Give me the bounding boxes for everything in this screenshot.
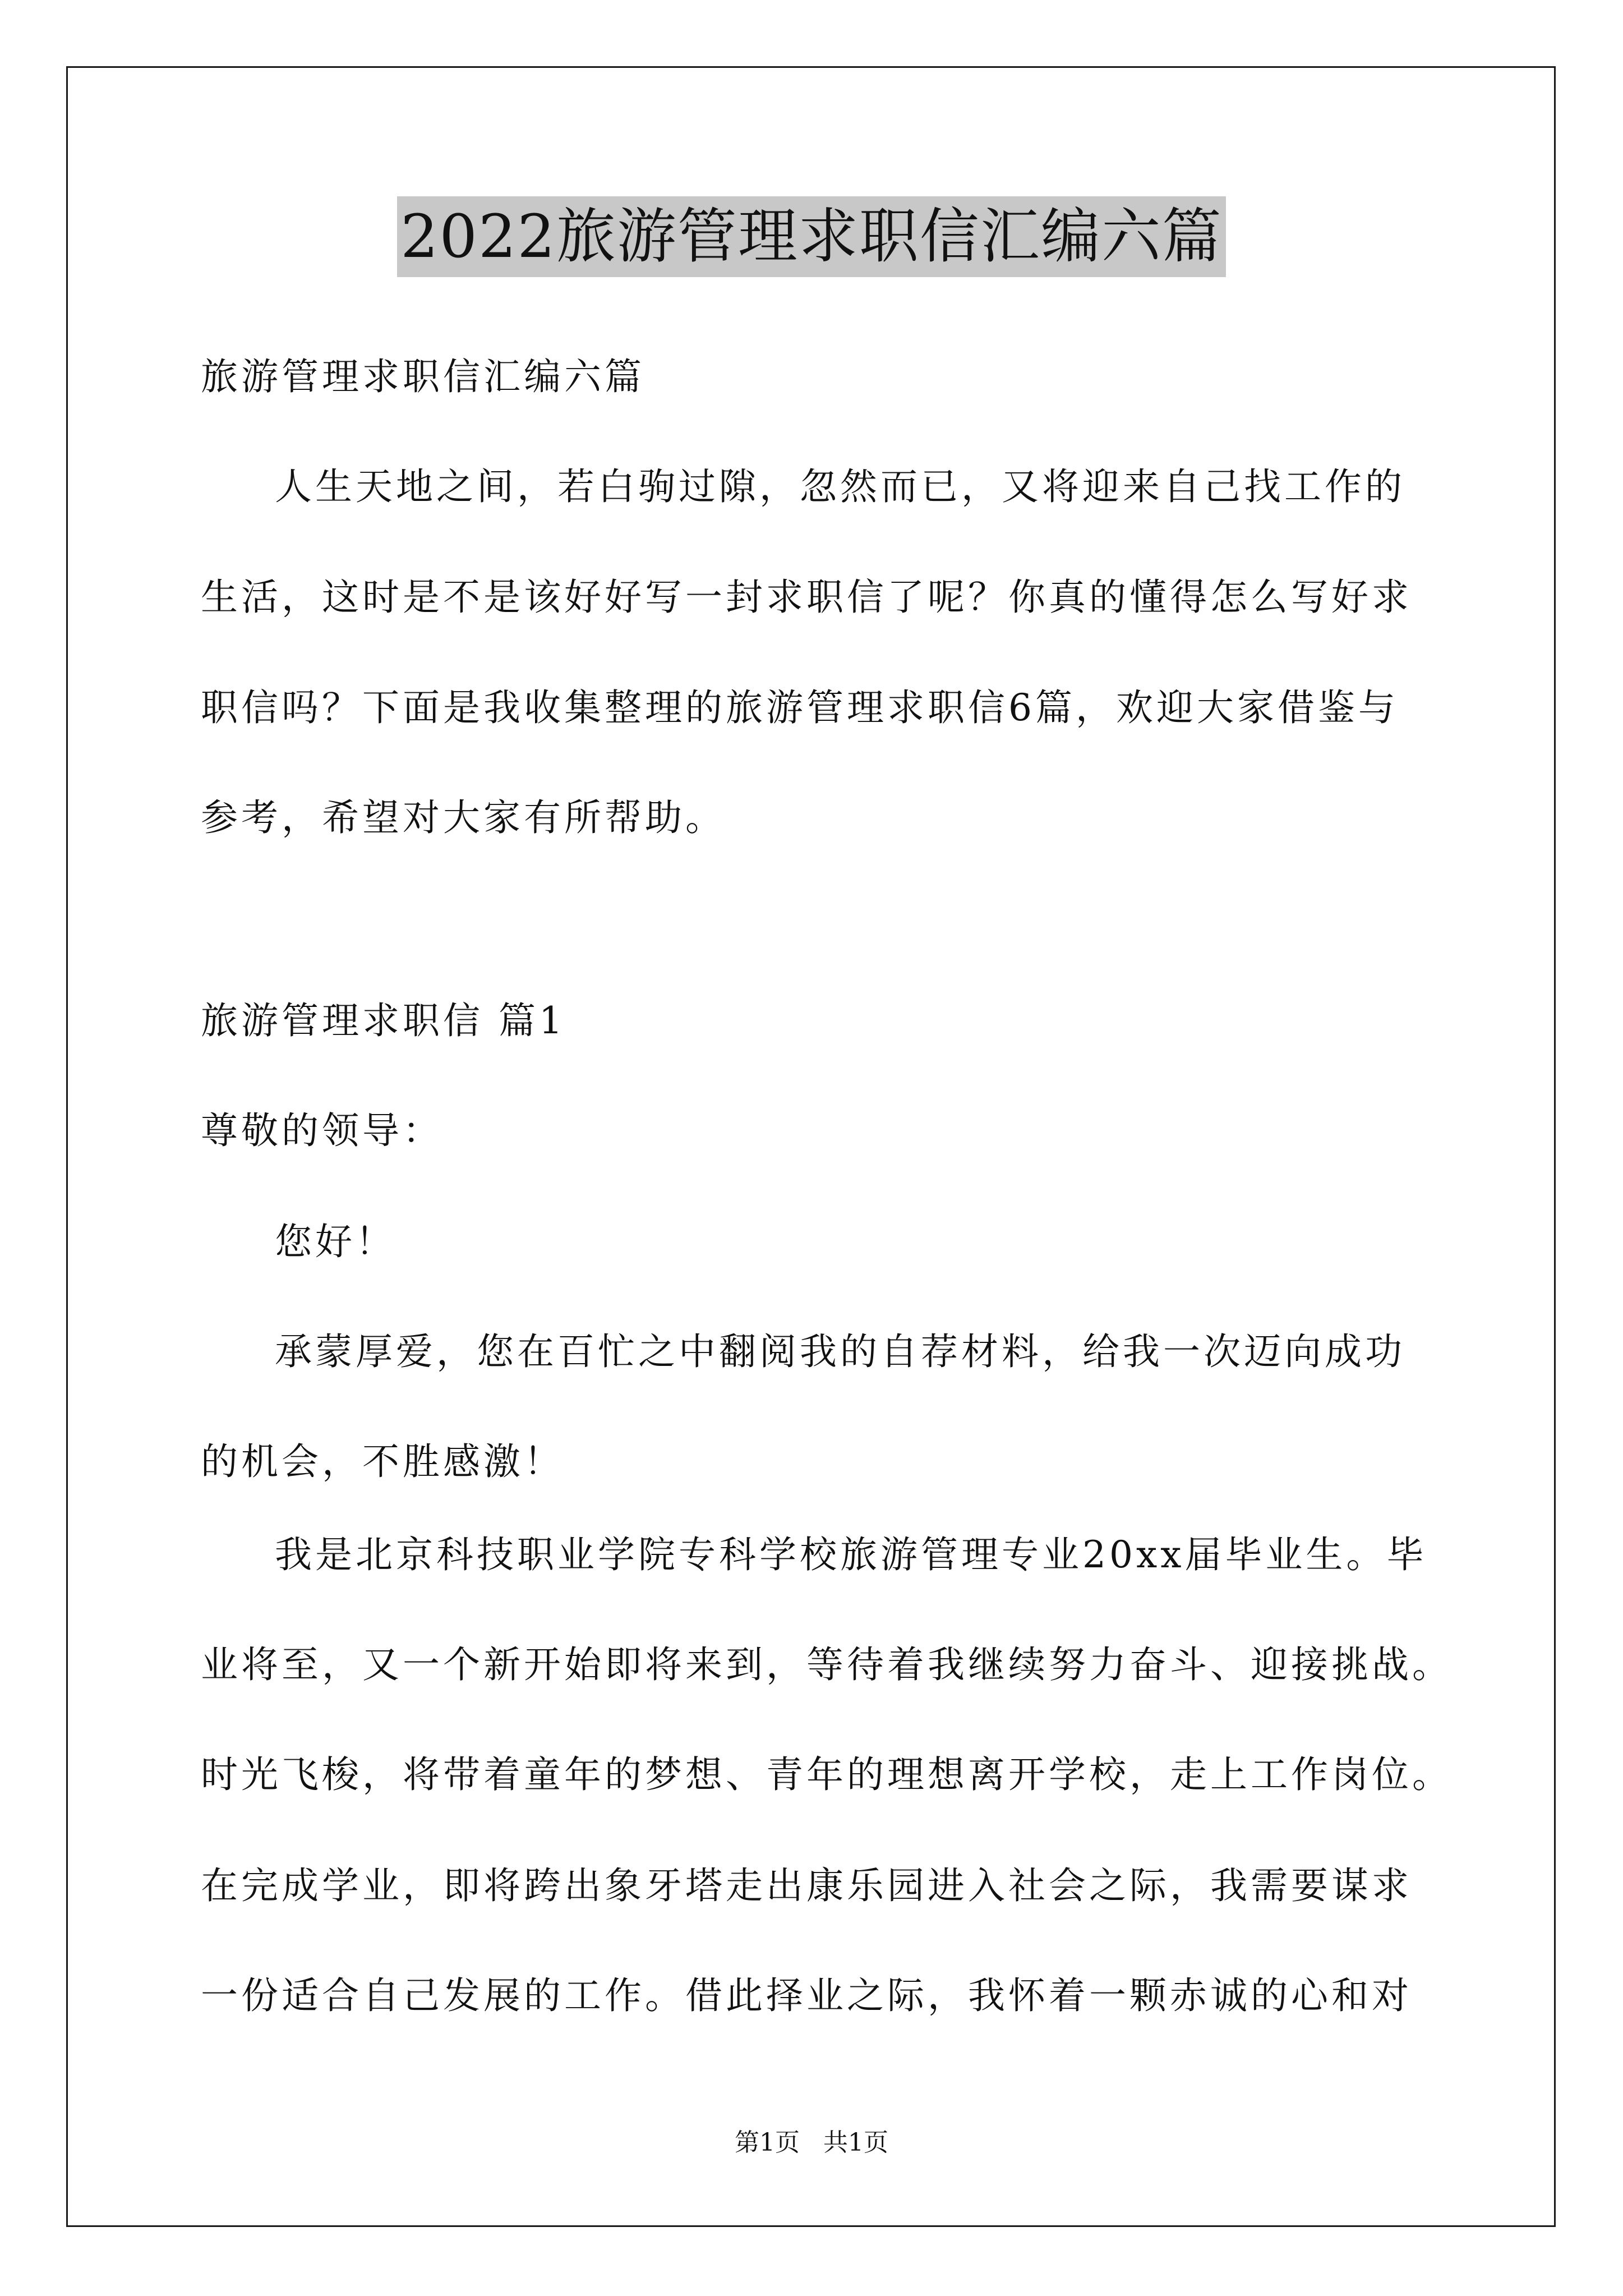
para2-line-5: 一份适合自己发展的工作。借此择业之际，我怀着一颗赤诚的心和对	[201, 1974, 1412, 2017]
intro-line-2: 生活，这时是不是该好好写一封求职信了呢？你真的懂得怎么写好求	[201, 576, 1412, 619]
intro-line-3: 职信吗？下面是我收集整理的旅游管理求职信6篇，欢迎大家借鉴与	[201, 686, 1399, 729]
para2-line-3: 时光飞梭，将带着童年的梦想、青年的理想离开学校，走上工作岗位。	[201, 1753, 1453, 1796]
section-heading: 旅游管理求职信 篇1	[201, 999, 566, 1042]
intro-line-4: 参考，希望对大家有所帮助。	[201, 796, 726, 839]
salutation: 尊敬的领导：	[201, 1109, 443, 1152]
para2-line-4: 在完成学业，即将跨出象牙塔走出康乐园进入社会之际，我需要谋求	[201, 1864, 1412, 1907]
para1-line-1: 承蒙厚爱，您在百忙之中翻阅我的自荐材料，给我一次迈向成功	[275, 1330, 1405, 1373]
greeting: 您好！	[275, 1220, 396, 1263]
para2-line-1: 我是北京科技职业学院专科学校旅游管理专业20xx届毕业生。毕	[275, 1533, 1427, 1576]
page-footer: 第1页 共1页	[735, 2128, 888, 2157]
para1-line-2: 的机会，不胜感激！	[201, 1440, 564, 1483]
intro-line-1: 人生天地之间，若白驹过隙，忽然而已，又将迎来自己找工作的	[275, 465, 1405, 508]
title-container	[0, 196, 1623, 277]
para2-line-2: 业将至，又一个新开始即将来到，等待着我继续努力奋斗、迎接挑战。	[201, 1643, 1453, 1686]
document-title: 2022旅游管理求职信汇编六篇	[397, 196, 1226, 277]
document-subtitle: 旅游管理求职信汇编六篇	[201, 355, 645, 398]
